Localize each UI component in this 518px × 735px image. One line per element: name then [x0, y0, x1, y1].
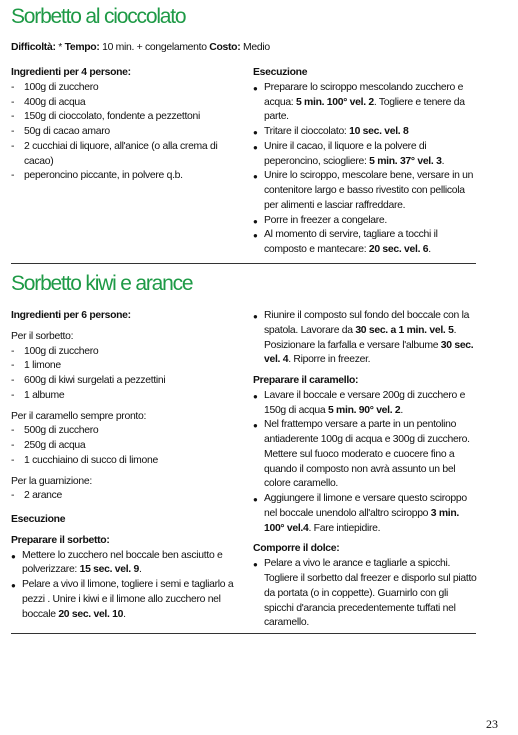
prep-caramel-heading: Preparare il caramello: — [253, 375, 359, 387]
method-step — [253, 228, 479, 258]
method-step — [253, 389, 479, 419]
ingredient-text: 50g di cacao amaro — [24, 126, 110, 138]
dash-marker: - — [11, 345, 15, 357]
bullet-icon: ● — [253, 128, 258, 138]
sorbet-finish-step — [253, 309, 479, 368]
dash-marker: - — [11, 375, 15, 387]
method-column — [253, 66, 479, 258]
sorbet-ingredients — [11, 345, 241, 404]
bullet-icon: ● — [253, 216, 258, 226]
method-step — [11, 549, 241, 579]
bullet-icon: ● — [253, 312, 258, 321]
dash-marker: - — [11, 440, 15, 452]
ingredients-heading: Ingredienti per 4 persone: — [11, 67, 131, 78]
method-step — [253, 557, 479, 631]
ingredient-text: 250g di acqua — [24, 440, 86, 452]
ingredient-text: 100g di zucchero — [24, 81, 99, 93]
recipe-title: Sorbetto al cioccolato — [11, 5, 186, 28]
cost-label: Costo: — [209, 42, 241, 53]
bullet-icon: ● — [253, 231, 258, 241]
compose-heading: Comporre il dolce: — [253, 543, 340, 555]
ingredient-text: 1 cucchiaino di succo di limone — [24, 454, 158, 466]
ingredient-item — [11, 125, 239, 140]
ingredient-text: 150g di cioccolato, fondente a pezzettoni — [24, 111, 201, 123]
step-text: Tritare il cioccolato: — [264, 126, 350, 138]
ingredient-text: 100g di zucchero — [24, 345, 99, 357]
recipe-meta — [11, 41, 270, 56]
dash-marker: - — [11, 360, 15, 372]
step-text: . — [441, 155, 445, 167]
ingredient-item — [11, 169, 239, 184]
difficulty-label: Difficoltà: — [11, 42, 56, 53]
step-setting: 5 min. 90° vel. 2 — [327, 404, 401, 416]
ingredient-item — [11, 140, 239, 170]
section-divider — [11, 633, 476, 634]
bullet-icon: ● — [253, 560, 258, 570]
ingredient-text: 2 cucchiai di liquore, all'anice (o alla crema di cacao) — [24, 140, 218, 167]
method-steps — [253, 81, 479, 258]
time-value: 10 min. + congelamento — [102, 42, 207, 53]
caramel-ingredients — [11, 424, 241, 468]
ingredient-text: peperoncino piccante, in polvere q.b. — [24, 170, 183, 182]
method-step — [253, 81, 479, 125]
step-text: . — [138, 564, 142, 576]
bullet-icon: ● — [11, 551, 16, 561]
recipe-title: Sorbetto kiwi e arance — [11, 272, 193, 295]
dash-marker: - — [11, 126, 15, 138]
method-step — [253, 214, 479, 229]
method-step — [253, 309, 479, 368]
ingredient-item — [11, 424, 241, 439]
ingredient-item — [11, 359, 241, 374]
dash-marker: - — [11, 140, 15, 152]
method-step — [253, 169, 479, 213]
ingredient-item — [11, 489, 241, 504]
ingredient-text: 1 limone — [24, 360, 61, 372]
time-label: Tempo: — [64, 42, 100, 53]
step-setting: 20 sec. vel. 6 — [368, 244, 429, 256]
step-setting: 5 min. 100° vel. 2 — [295, 96, 374, 108]
section-divider — [11, 263, 476, 264]
step-setting: 30 sec. vel. 4 — [264, 339, 474, 366]
prep-caramel-steps — [253, 389, 479, 537]
ingredient-item — [11, 454, 241, 469]
step-text: Preparare lo sciroppo mescolando zucchero e acqua: — [264, 81, 464, 108]
dash-marker: - — [11, 111, 15, 123]
step-setting: 30 sec. a 1 min. vel. 5 — [355, 324, 454, 336]
dash-marker: - — [11, 170, 15, 182]
ingredients-list — [11, 81, 239, 184]
dash-marker: - — [11, 81, 15, 93]
dash-marker: - — [11, 425, 15, 437]
method-step — [253, 125, 479, 140]
method-column — [253, 309, 479, 631]
step-text: Pelare a vivo le arance e tagliarle a spicchi. Togliere il sorbetto dal freezer e disporlo sul piatto da portata (o in coppette). Guarnirlo con gli spicchi d'arancia precedentemente tuffati nel caramello. — [264, 558, 477, 629]
ingredient-text: 2 arance — [24, 490, 63, 502]
ingredient-text: 600g di kiwi surgelati a pezzettini — [24, 375, 166, 387]
step-setting: 20 sec. vel. 10 — [58, 608, 124, 620]
step-text: Lavare il boccale e versare 200g di zucchero e 150g di acqua — [264, 389, 466, 416]
step-text: Unire il cacao, il liquore e la polvere di peperoncino, sciogliere: — [264, 140, 427, 167]
step-setting: 5 min. 37° vel. 3 — [369, 155, 442, 167]
ingredients-heading: Ingredienti per 6 persone: — [11, 310, 131, 321]
step-text: Pelare a vivo il limone, togliere i semi e tagliarlo a pezzi . Unire i kiwi e il limone allo zucchero nel boccale — [22, 579, 234, 620]
step-text: . Riporre in freezer. — [288, 354, 371, 366]
ingredient-item — [11, 110, 239, 125]
ingredient-item — [11, 439, 241, 454]
step-setting: 3 min. 100° vel.4 — [264, 507, 459, 534]
ingredient-item — [11, 81, 239, 96]
step-text: . Posizionare la farfalla e versare l'albume — [264, 324, 457, 351]
dash-marker: - — [11, 490, 15, 502]
step-text: . Fare intiepidire. — [308, 522, 381, 534]
ingredient-item — [11, 96, 239, 111]
ingredient-text: 500g di zucchero — [24, 425, 99, 437]
cost-value: Medio — [243, 42, 270, 53]
step-text: . — [428, 244, 431, 256]
prep-sorbet-steps — [11, 549, 241, 623]
method-heading: Esecuzione — [253, 67, 308, 78]
bullet-icon: ● — [253, 495, 258, 505]
step-text: . — [123, 608, 126, 620]
prep-sorbet-heading: Preparare il sorbetto: — [11, 534, 110, 546]
sorbet-label: Per il sorbetto: — [11, 330, 74, 342]
bullet-icon: ● — [253, 142, 258, 152]
bullet-icon: ● — [253, 172, 258, 182]
garnish-ingredients — [11, 489, 241, 504]
dash-marker: - — [11, 454, 15, 466]
step-text: Nel frattempo versare a parte in un pentolino antiaderente 100g di acqua e 300g di zucchero. Mettere sul fuoco moderato e cuocere fino a quando il composto non avrà assunto un bel colore caramello. — [264, 419, 470, 490]
bullet-icon: ● — [253, 421, 258, 431]
ingredients-column — [11, 309, 241, 623]
dash-marker: - — [11, 96, 15, 108]
garnish-label: Per la guarnizione: — [11, 475, 92, 487]
step-text: . Togliere e tenere da parte. — [264, 96, 465, 123]
dash-marker: - — [11, 389, 15, 401]
ingredient-text: 400g di acqua — [24, 96, 86, 108]
step-text: Unire lo sciroppo, mescolare bene, versare in un contenitore largo e basso rivestito con pellicola per alimenti e lasciar raffreddare. — [264, 170, 474, 211]
ingredient-item — [11, 374, 241, 389]
bullet-icon: ● — [11, 581, 16, 591]
ingredients-column — [11, 66, 239, 184]
step-setting: 15 sec. vel. 9 — [79, 564, 139, 576]
ingredient-text: 1 albume — [24, 389, 65, 401]
step-text: . — [400, 404, 403, 416]
difficulty-value: * — [58, 42, 62, 53]
bullet-icon: ● — [253, 391, 258, 401]
step-text: Riunire il composto sul fondo del boccale con la spatola. Lavorare da — [264, 310, 470, 336]
compose-steps — [253, 557, 479, 631]
method-heading: Esecuzione — [11, 514, 66, 526]
step-setting: 10 sec. vel. 8 — [349, 126, 409, 138]
method-step — [253, 140, 479, 170]
page-number: 23 — [486, 717, 498, 731]
step-text: Porre in freezer a congelare. — [264, 214, 387, 226]
step-text: Al momento di servire, tagliare a tocchi il composto e mantecare: — [264, 229, 438, 256]
ingredient-item — [11, 345, 241, 360]
method-step — [11, 578, 241, 622]
bullet-icon: ● — [253, 83, 258, 93]
method-step — [253, 492, 479, 536]
caramel-label: Per il caramello sempre pronto: — [11, 410, 147, 422]
step-text: Aggiungere il limone e versare questo sciroppo nel boccale unendolo all'altro sciroppo — [264, 493, 467, 519]
ingredient-item — [11, 389, 241, 404]
step-text: Mettere lo zucchero nel boccale ben asciutto e polverizzare: — [22, 549, 223, 576]
method-step — [253, 418, 479, 492]
